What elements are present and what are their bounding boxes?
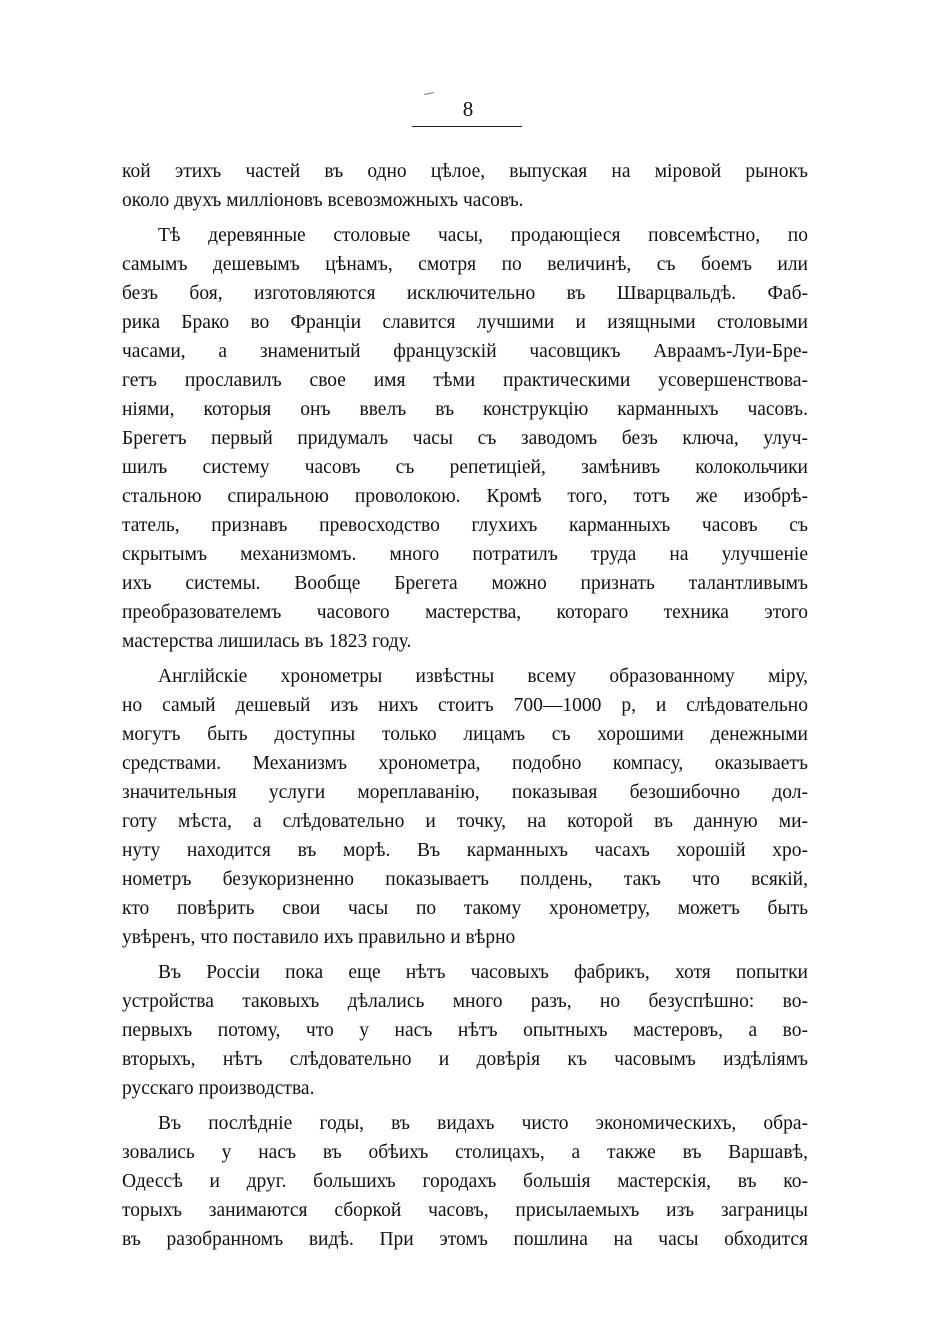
paragraph-p3 — [122, 662, 808, 952]
text-line: но самый дешевый изъ нихъ стоитъ 700—1000 р, и слѣдовательно — [122, 695, 808, 716]
text-line: могутъ быть доступны только лицамъ съ хорошими денежными — [122, 724, 808, 745]
text-line: Одессѣ и друг. большихъ городахъ большія мастерскія, въ ко- — [122, 1171, 808, 1192]
text-line: гетъ прославилъ свое имя тѣми практическими усовершенствова- — [122, 370, 808, 391]
text-line: татель, признавъ превосходство глухихъ карманныхъ часовъ съ — [122, 515, 808, 536]
ink-mark — [424, 92, 434, 95]
text-line: средствами. Механизмъ хронометра, подобно компасу, оказываетъ — [122, 753, 808, 774]
text-line: самымъ дешевымъ цѣнамъ, смотря по величинѣ, съ боемъ или — [122, 254, 808, 275]
text-line: стальною спиральною проволокою. Кромѣ того, тотъ же изобрѣ- — [122, 486, 808, 507]
text-line: первыхъ потому, что у насъ нѣтъ опытныхъ мастеровъ, а во- — [122, 1020, 808, 1041]
text-line: значительныя услуги мореплаванію, показывая безошибочно дол- — [122, 782, 808, 803]
text-line: мастерства лишилась въ 1823 году. — [122, 631, 412, 652]
text-line: шилъ систему часовъ съ репетиціей, замѣнивъ колокольчики — [122, 457, 808, 478]
paragraph-p2 — [122, 221, 808, 656]
text-line: увѣренъ, что поставило ихъ правильно и вѣрно — [122, 927, 516, 948]
text-line: устройства таковыхъ дѣлались много разъ, но безуспѣшно: во- — [122, 991, 808, 1012]
paragraph-p1 — [122, 157, 808, 215]
text-line: нометръ безукоризненно показываетъ полдень, такъ что всякій, — [122, 869, 808, 890]
text-line: рика Брако во Франціи славится лучшими и изящными столовыми — [122, 312, 808, 333]
text-line: Англійскіе хронометры извѣстны всему образованному міру, — [158, 666, 808, 687]
text-line: скрытымъ механизмомъ. много потратилъ труда на улучшеніе — [122, 544, 808, 565]
text-line: часами, а знаменитый французскій часовщикъ Авраамъ-Луи-Бре- — [122, 341, 808, 362]
text-line: русскаго производства. — [122, 1078, 315, 1099]
page-number-rule — [412, 126, 522, 127]
text-line: ихъ системы. Вообще Брегета можно признать талантливымъ — [122, 573, 808, 594]
text-line: торыхъ занимаются сборкой часовъ, присылаемыхъ изъ заграницы — [122, 1200, 808, 1221]
paragraph-p5 — [122, 1109, 808, 1254]
text-line: около двухъ милліоновъ всевозможныхъ часовъ. — [122, 190, 524, 211]
page-number: 8 — [462, 97, 474, 121]
text-line: нуту находится въ морѣ. Въ карманныхъ часахъ хорошій хро- — [122, 840, 808, 861]
text-line: готу мѣста, а слѣдовательно и точку, на которой въ данную ми- — [122, 811, 808, 832]
text-line: Въ Россіи пока еще нѣтъ часовыхъ фабрикъ, хотя попытки — [158, 962, 808, 983]
text-line: безъ боя, изготовляются исключительно въ Шварцвальдѣ. Фаб- — [122, 283, 808, 304]
body-text — [122, 157, 808, 1254]
text-line: Въ послѣдніе годы, въ видахъ чисто экономическихъ, обра- — [158, 1113, 808, 1134]
text-line: въ разобранномъ видѣ. При этомъ пошлина на часы обходится — [122, 1229, 808, 1250]
text-line: кто повѣрить свои часы по такому хронометру, можетъ быть — [122, 898, 808, 919]
text-line: ніями, которыя онъ ввелъ въ конструкцію карманныхъ часовъ. — [122, 399, 808, 420]
text-line: преобразователемъ часового мастерства, котораго техника этого — [122, 602, 808, 623]
text-line: вторыхъ, нѣтъ слѣдовательно и довѣрія къ часовымъ издѣліямъ — [122, 1049, 808, 1070]
text-line: кой этихъ частей въ одно цѣлое, выпуская на міровой рынокъ — [122, 161, 808, 182]
text-line: зовались у насъ въ обѣихъ столицахъ, а также въ Варшавѣ, — [122, 1142, 808, 1163]
text-line: Тѣ деревянные столовые часы, продающіеся повсемѣстно, по — [158, 225, 808, 246]
paragraph-p4 — [122, 958, 808, 1103]
text-line: Брегетъ первый придумалъ часы съ заводомъ безъ ключа, улуч- — [122, 428, 808, 449]
